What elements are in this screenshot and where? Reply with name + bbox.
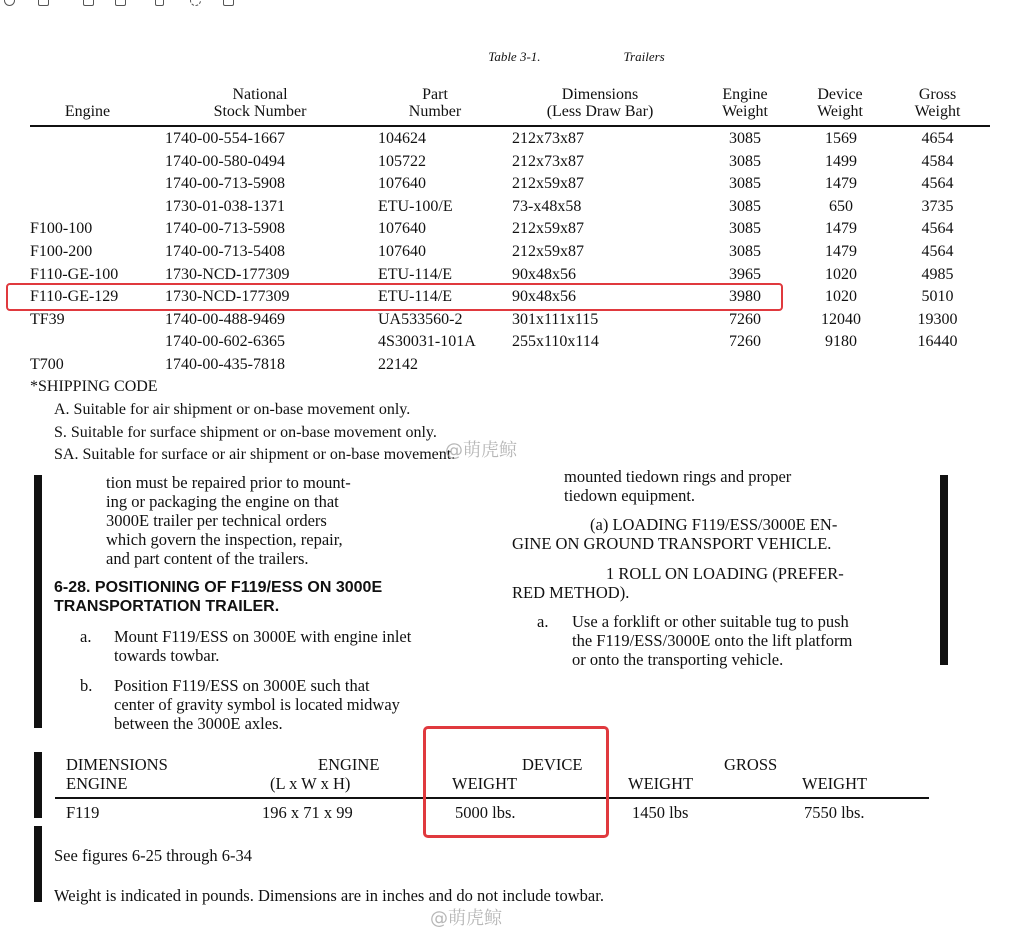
table-cell-part: 104624 xyxy=(378,130,426,147)
column-header-line: Weight xyxy=(914,103,961,120)
column-header-line: Weight xyxy=(722,103,768,120)
table-cell-nsn: 1730-01-038-1371 xyxy=(165,197,285,215)
subheading: (a) LOADING F119/ESS/3000E EN- xyxy=(590,515,838,534)
table-cell-dims: 90x48x56 xyxy=(512,265,576,283)
table-cell-part: 105722 xyxy=(378,152,426,170)
table-cell-device-wt: 1479 xyxy=(825,243,857,260)
step-text: Use a forklift or other suitable tug to push xyxy=(572,612,849,631)
column-header-line: Weight xyxy=(817,103,863,120)
footnote: Weight is indicated in pounds. Dimensions are in inches and do not include towbar. xyxy=(54,886,604,905)
table-cell-gross-wt: 4985 xyxy=(921,265,954,283)
left-margin-bar-3 xyxy=(34,826,42,902)
table-cell-part: 107640 xyxy=(378,175,426,193)
table-cell-device-wt: 650 xyxy=(829,197,853,215)
table-cell-engine: F110-GE-129 xyxy=(30,288,119,306)
dims-cell: 5000 lbs. xyxy=(455,803,516,822)
table-cell-device-wt: 9180 xyxy=(825,333,857,351)
table-cell-engine-wt: 3085 xyxy=(729,243,761,260)
table-cell-nsn: 1740-00-602-6365 xyxy=(165,333,285,351)
device-weight-highlight-box xyxy=(423,726,609,838)
subheading-cont: RED METHOD). xyxy=(512,583,630,602)
table-cell-nsn: 1740-00-435-7818 xyxy=(165,356,285,373)
column-header-line: National xyxy=(232,86,288,103)
table-cell-engine-wt: 3980 xyxy=(729,288,761,306)
table-cell-device-wt: 1499 xyxy=(825,152,857,170)
step-text: or onto the transporting vehicle. xyxy=(572,650,784,669)
table-cell-nsn: 1740-00-713-5908 xyxy=(165,220,285,238)
dims-header: DEVICE xyxy=(522,755,583,774)
shipping-code-sa: SA. Suitable for surface or air shipment or on-base movement. xyxy=(54,446,456,463)
table-cell-device-wt: 1479 xyxy=(825,175,857,193)
paragraph-line: tiedown equipment. xyxy=(564,486,696,505)
table-cell-device-wt: 1020 xyxy=(825,265,857,283)
table-cell-gross-wt: 19300 xyxy=(917,310,958,328)
table-cell-part: ETU-114/E xyxy=(378,288,453,306)
table-cell-device-wt: 1020 xyxy=(825,288,857,306)
paragraph-line: ing or packaging the engine on that xyxy=(106,492,339,511)
table-cell-gross-wt: 4564 xyxy=(921,220,954,238)
table-cell-device-wt: 1479 xyxy=(825,220,857,238)
table-cell-engine-wt: 3965 xyxy=(729,265,761,283)
table-cell-dims: 212x59x87 xyxy=(512,243,584,260)
table-cell-nsn: 1740-00-580-0494 xyxy=(165,152,285,170)
table-cell-device-wt: 1569 xyxy=(825,130,857,147)
section-heading-cont: TRANSPORTATION TRAILER. xyxy=(54,598,280,615)
table-cell-gross-wt: 3735 xyxy=(921,197,954,215)
step-text: towards towbar. xyxy=(114,646,220,665)
paragraph-line: tion must be repaired prior to mount- xyxy=(106,473,351,492)
table-cell-gross-wt: 4564 xyxy=(921,243,954,260)
dims-header: WEIGHT xyxy=(628,774,694,793)
watermark: @萌虎鲸 xyxy=(430,908,502,929)
left-margin-bar xyxy=(34,475,42,728)
table-cell-part: 107640 xyxy=(378,243,426,260)
dims-header: ENGINE xyxy=(66,774,128,793)
table-cell-engine-wt: 7260 xyxy=(729,333,761,351)
column-header-line: Device xyxy=(817,86,863,103)
dims-header: DIMENSIONS xyxy=(66,755,168,774)
table-cell-engine-wt: 3085 xyxy=(729,152,761,170)
subheading-cont: GINE ON GROUND TRANSPORT VEHICLE. xyxy=(512,534,832,553)
column-header-line: (Less Draw Bar) xyxy=(546,103,654,120)
dims-header: ENGINE xyxy=(318,755,380,774)
dims-cell: F119 xyxy=(66,803,100,822)
table-cell-nsn: 1740-00-713-5408 xyxy=(165,243,285,260)
step-text: Mount F119/ESS on 3000E with engine inlet xyxy=(114,627,412,646)
step-text: Position F119/ESS on 3000E such that xyxy=(114,676,370,695)
table-cell-gross-wt: 16440 xyxy=(917,333,958,351)
left-margin-bar-2 xyxy=(34,752,42,818)
table-cell-engine-wt: 3085 xyxy=(729,175,761,193)
table-cell-dims: 212x59x87 xyxy=(512,220,584,238)
watermark: @萌虎鲸 xyxy=(445,440,517,461)
shipping-code-title: *SHIPPING CODE xyxy=(30,378,158,395)
paragraph-line: which govern the inspection, repair, xyxy=(106,530,343,549)
paragraph-line: and part content of the trailers. xyxy=(106,549,309,568)
table-cell-part: ETU-100/E xyxy=(378,197,453,215)
step-text: between the 3000E axles. xyxy=(114,714,283,733)
right-margin-bar xyxy=(940,475,948,665)
table-cell-nsn: 1730-NCD-177309 xyxy=(165,288,290,306)
table-cell-nsn: 1730-NCD-177309 xyxy=(165,265,290,283)
column-header-line: Dimensions xyxy=(561,86,639,103)
table-cell-part: UA533560-2 xyxy=(378,310,463,328)
table-cell-engine-wt: 3085 xyxy=(729,220,761,238)
table-cell-engine-wt: 3085 xyxy=(729,197,761,215)
dims-header: (L x W x H) xyxy=(270,774,351,793)
table-cell-dims: 212x59x87 xyxy=(512,175,584,193)
table-cell-engine: F100-200 xyxy=(30,243,93,260)
column-header-line: Part xyxy=(422,86,448,103)
column-header-line: Gross xyxy=(918,86,957,103)
table-cell-gross-wt: 4584 xyxy=(921,152,954,170)
column-header-line: Engine xyxy=(722,86,768,103)
table-cell-engine: F100-100 xyxy=(30,220,93,238)
table-cell-gross-wt: 4564 xyxy=(921,175,954,193)
dims-cell: 196 x 71 x 99 xyxy=(262,803,353,822)
table-cell-part: ETU-114/E xyxy=(378,265,453,283)
dims-header: WEIGHT xyxy=(802,774,868,793)
dims-cell: 1450 lbs xyxy=(632,803,689,822)
step-label: a. xyxy=(537,612,549,631)
step-label: a. xyxy=(80,627,92,646)
table-cell-engine: TF39 xyxy=(30,310,65,328)
table-cell-part: 4S30031-101A xyxy=(378,333,476,351)
table-cell-engine: T700 xyxy=(30,356,64,373)
step-label: b. xyxy=(80,676,93,695)
table-cell-gross-wt: 4654 xyxy=(921,130,954,147)
table-number: Table 3-1. xyxy=(488,49,541,64)
table-cell-gross-wt: 5010 xyxy=(921,288,954,306)
table-cell-nsn: 1740-00-713-5908 xyxy=(165,175,285,193)
table-cell-dims: 212x73x87 xyxy=(512,152,584,170)
dims-header: WEIGHT xyxy=(452,774,518,793)
shipping-code-s: S. Suitable for surface shipment or on-base movement only. xyxy=(54,424,437,441)
table-cell-nsn: 1740-00-554-1667 xyxy=(165,130,285,147)
table-cell-part: 107640 xyxy=(378,220,426,238)
table-cell-part: 22142 xyxy=(378,356,418,373)
table-cell-engine-wt: 7260 xyxy=(729,310,761,328)
column-header-line: Stock Number xyxy=(213,103,307,120)
table-cell-engine: F110-GE-100 xyxy=(30,265,119,283)
table-title: Trailers xyxy=(623,49,665,64)
table-cell-dims: 212x73x87 xyxy=(512,130,584,147)
column-header-line: Engine xyxy=(64,103,111,120)
table-cell-dims: 90x48x56 xyxy=(512,288,576,306)
dims-header: GROSS xyxy=(724,755,778,774)
step-text: the F119/ESS/3000E onto the lift platform xyxy=(572,631,853,650)
paragraph-line: mounted tiedown rings and proper xyxy=(564,467,792,486)
subheading: 1 ROLL ON LOADING (PREFER- xyxy=(606,564,844,583)
dims-cell: 7550 lbs. xyxy=(804,803,865,822)
step-text: center of gravity symbol is located midway xyxy=(114,695,400,714)
table-cell-engine-wt: 3085 xyxy=(729,130,761,147)
footnote: See figures 6-25 through 6-34 xyxy=(54,846,252,865)
table-cell-dims: 301x111x115 xyxy=(512,310,599,328)
column-header-line: Number xyxy=(408,103,462,120)
paragraph-line: 3000E trailer per technical orders xyxy=(106,511,327,530)
table-cell-dims: 255x110x114 xyxy=(512,333,599,351)
table-cell-device-wt: 12040 xyxy=(821,310,861,328)
table-cell-dims: 73-x48x58 xyxy=(512,197,582,215)
section-heading: 6-28. POSITIONING OF F119/ESS ON 3000E xyxy=(54,579,383,596)
shipping-code-a: A. Suitable for air shipment or on-base movement only. xyxy=(54,401,411,418)
table-cell-nsn: 1740-00-488-9469 xyxy=(165,310,285,328)
